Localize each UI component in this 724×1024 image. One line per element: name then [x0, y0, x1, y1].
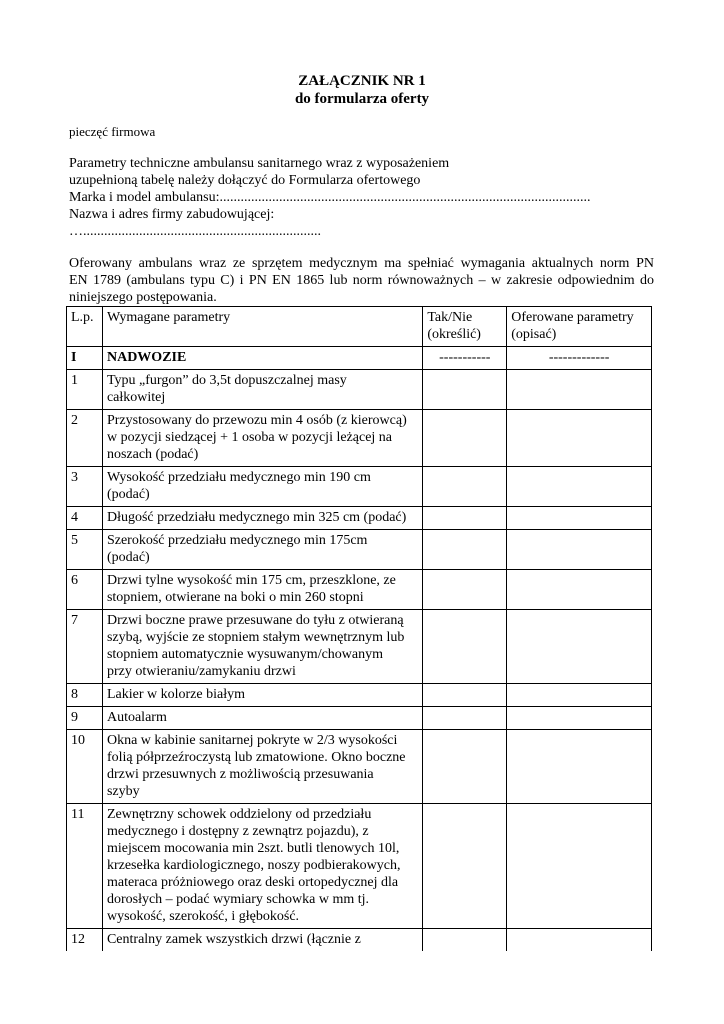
intro-line-2: uzupełnioną tabelę należy dołączyć do Formularza ofertowego: [69, 173, 421, 188]
header-yesno-line: (określić): [427, 327, 481, 342]
table-row: [67, 467, 652, 507]
table-row: [67, 370, 652, 410]
row-number: 4: [67, 507, 103, 530]
yesno-cell[interactable]: [423, 707, 507, 730]
row-number: 5: [67, 530, 103, 570]
row-number: 6: [67, 570, 103, 610]
page-title: ZAŁĄCZNIK NR 1: [298, 73, 426, 89]
parameter-line: Wysokość przedziału medycznego min 190 cm: [106, 470, 371, 485]
row-number: 3: [67, 467, 103, 507]
parameter-line: Przystosowany do przewozu min 4 osób (z kierowcą): [106, 413, 407, 428]
row-parameter: [102, 370, 422, 410]
offered-cell[interactable]: [507, 507, 652, 530]
row-parameter: [102, 610, 422, 684]
header-offered-line: (opisać): [511, 327, 557, 342]
notice-line: Oferowany ambulans wraz ze sprzętem medycznym ma spełniać wymagania aktualnych norm PN: [69, 256, 654, 271]
section-row: [67, 347, 652, 370]
company-name-field: …....................................................................: [69, 224, 321, 239]
yesno-cell[interactable]: [423, 610, 507, 684]
parameter-line: stopniem, otwierane na boki o min 260 stopni: [106, 590, 364, 605]
table-row: [67, 684, 652, 707]
parameter-line: Centralny zamek wszystkich drzwi (łącznie z: [106, 932, 361, 947]
row-parameter: [102, 730, 422, 804]
parameter-line: wysokość, szerokość, i głębokość.: [106, 909, 300, 924]
offered-cell[interactable]: [507, 804, 652, 929]
table-row: [67, 730, 652, 804]
row-number: 7: [67, 610, 103, 684]
parameter-line: Okna w kabinie sanitarnej pokryte w 2/3 wysokości: [106, 733, 398, 748]
section-dash: -------------: [507, 347, 652, 370]
intro-line-1: Parametry techniczne ambulansu sanitarnego wraz z wyposażeniem: [69, 156, 450, 171]
parameter-line: drzwi przesuwnych z możliwością przesuwania: [106, 767, 374, 782]
row-parameter: [102, 467, 422, 507]
yesno-cell[interactable]: [423, 730, 507, 804]
parameter-line: miejscem mocowania min 2szt. butli tlenowych 10l,: [106, 841, 400, 856]
table-row: [67, 410, 652, 467]
row-number: 2: [67, 410, 103, 467]
row-number: 8: [67, 684, 103, 707]
row-number: 10: [67, 730, 103, 804]
parameter-line: noszach (podać): [106, 447, 199, 462]
parameter-line: Lakier w kolorze białym: [106, 687, 245, 702]
offered-cell[interactable]: [507, 570, 652, 610]
parameter-line: medycznego i dostępny z zewnątrz pojazdu), z: [106, 824, 369, 839]
row-number: 11: [67, 804, 103, 929]
header-lp: L.p.: [67, 307, 103, 347]
parameter-line: Zewnętrzny schowek oddzielony od przedziału: [106, 807, 372, 822]
offered-cell[interactable]: [507, 410, 652, 467]
row-parameter: [102, 804, 422, 929]
row-parameter: [102, 507, 422, 530]
header-offered-line: Oferowane parametry: [511, 310, 634, 325]
parameter-line: materaca próżniowego oraz deski ortopedycznej dla: [106, 875, 399, 890]
parameter-line: (podać): [106, 550, 150, 565]
yesno-cell[interactable]: [423, 570, 507, 610]
table-row: [67, 570, 652, 610]
parameter-line: Drzwi boczne prawe przesuwane do tyłu z otwieraną: [106, 613, 404, 628]
offered-cell[interactable]: [507, 610, 652, 684]
row-number: 1: [67, 370, 103, 410]
parameter-line: całkowitej: [106, 390, 166, 405]
row-parameter: [102, 929, 422, 952]
parameter-line: szyby: [106, 784, 140, 799]
parameters-table: [66, 306, 652, 951]
row-parameter: [102, 707, 422, 730]
yesno-cell[interactable]: [423, 929, 507, 952]
requirements-notice: [69, 255, 654, 306]
brand-model-field: Marka i model ambulansu:..........................................................................................................: [69, 190, 591, 205]
notice-line: EN 1789 (ambulans typu C) i PN EN 1865 lub norm równoważnych – w zakresie odpowiednim do: [69, 273, 654, 288]
header-offered: [507, 307, 652, 347]
parameter-line: stopniem automatycznie wysuwanym/chowanym: [106, 647, 384, 662]
table-row: [67, 530, 652, 570]
offered-cell[interactable]: [507, 370, 652, 410]
company-stamp-label: pieczęć firmowa: [69, 124, 156, 139]
yesno-cell[interactable]: [423, 370, 507, 410]
parameter-line: Szerokość przedziału medycznego min 175cm: [106, 533, 368, 548]
yesno-cell[interactable]: [423, 804, 507, 929]
yesno-cell[interactable]: [423, 410, 507, 467]
row-parameter: [102, 410, 422, 467]
header-params: Wymagane parametry: [102, 307, 422, 347]
parameter-line: krzesełka kardiologicznego, noszy podbierakowych,: [106, 858, 401, 873]
offered-cell[interactable]: [507, 707, 652, 730]
section-dash: -----------: [423, 347, 507, 370]
parameter-line: w pozycji siedzącej + 1 osoba w pozycji leżącej na: [106, 430, 393, 445]
row-parameter: [102, 570, 422, 610]
page-subtitle: do formularza oferty: [294, 91, 430, 107]
table-row: [67, 929, 652, 952]
parameter-line: (podać): [106, 487, 150, 502]
offered-cell[interactable]: [507, 530, 652, 570]
table-row: [67, 507, 652, 530]
company-name-label: Nazwa i adres firmy zabudowującej:: [69, 207, 275, 222]
yesno-cell[interactable]: [423, 507, 507, 530]
table-header-row: [67, 307, 652, 347]
section-number: I: [67, 347, 103, 370]
parameter-line: Długość przedziału medycznego min 325 cm (podać): [106, 510, 407, 525]
yesno-cell[interactable]: [423, 467, 507, 507]
row-number: 9: [67, 707, 103, 730]
yesno-cell[interactable]: [423, 530, 507, 570]
offered-cell[interactable]: [507, 684, 652, 707]
table-row: [67, 804, 652, 929]
header-yesno: [423, 307, 507, 347]
parameter-line: Drzwi tylne wysokość min 175 cm, przeszklone, ze: [106, 573, 396, 588]
parameter-line: dorosłych – podać wymiary schowka w mm tj.: [106, 892, 370, 907]
offered-cell[interactable]: [507, 730, 652, 804]
parameter-line: folią półprzeźroczystą lub zmatowione. Okno boczne: [106, 750, 406, 765]
section-name: NADWOZIE: [102, 347, 422, 370]
row-parameter: [102, 684, 422, 707]
table-row: [67, 707, 652, 730]
parameter-line: Autoalarm: [106, 710, 167, 725]
offered-cell[interactable]: [507, 467, 652, 507]
parameter-line: przy otwieraniu/zamykaniu drzwi: [106, 664, 296, 679]
row-parameter: [102, 530, 422, 570]
header-yesno-line: Tak/Nie: [427, 310, 473, 325]
table-row: [67, 610, 652, 684]
notice-line: niniejszego postępowania.: [69, 290, 217, 305]
row-number: 12: [67, 929, 103, 952]
parameter-line: Typu „furgon” do 3,5t dopuszczalnej masy: [106, 373, 347, 388]
yesno-cell[interactable]: [423, 684, 507, 707]
offered-cell[interactable]: [507, 929, 652, 952]
parameter-line: szybą, wyjście ze stopniem stałym wewnętrznym lub: [106, 630, 405, 645]
